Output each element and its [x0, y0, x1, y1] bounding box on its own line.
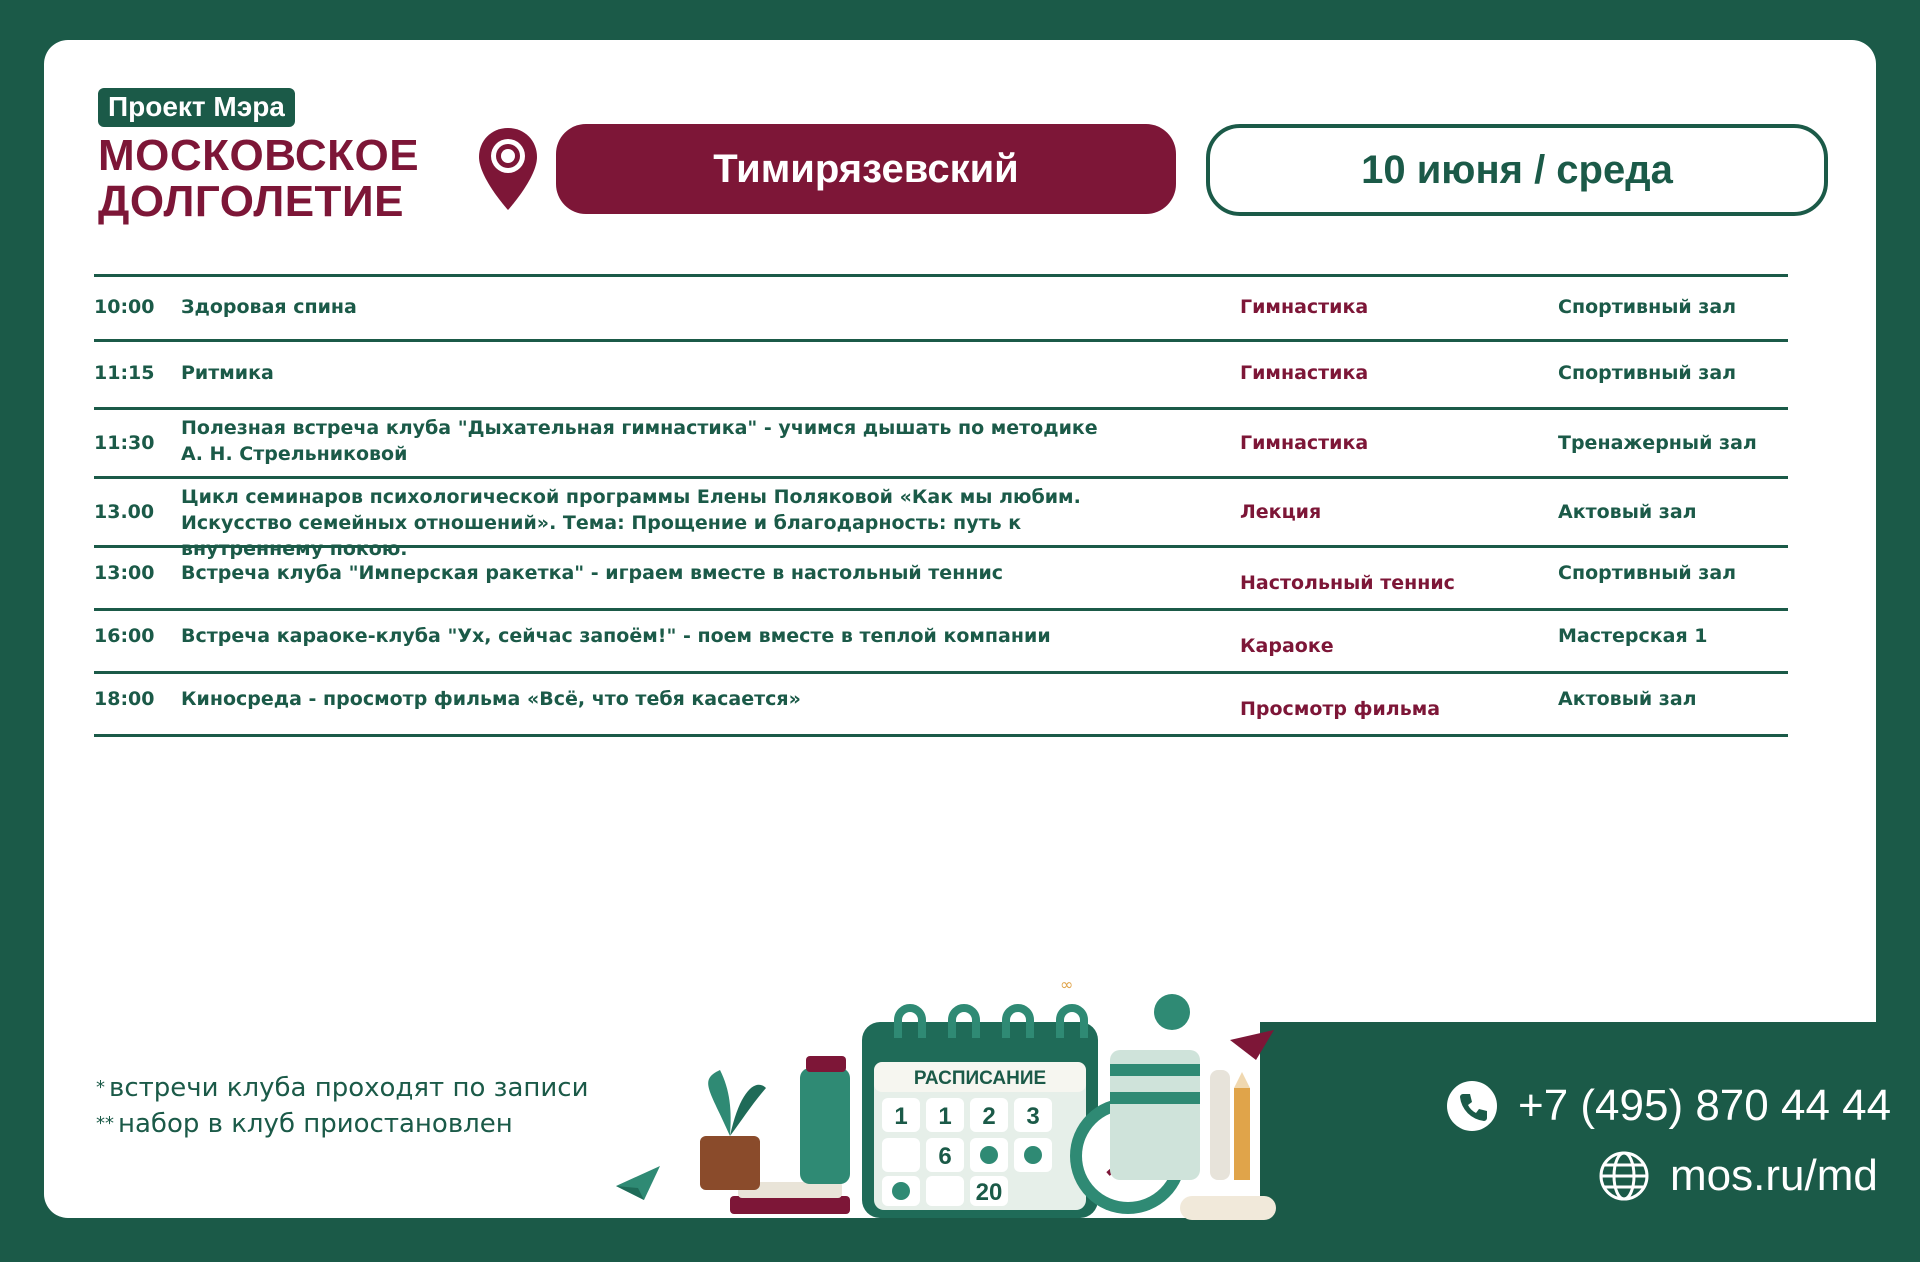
row-title: Киносреда - просмотр фильма «Всё, что тебя касается»: [181, 688, 801, 710]
row-time: 18:00: [94, 688, 155, 710]
logo: [98, 88, 419, 225]
phone-number[interactable]: +7 (495) 870 44 44: [1518, 1081, 1892, 1130]
row-category: Настольный теннис: [1240, 572, 1455, 594]
calendar-number: 2: [982, 1103, 996, 1130]
phone-icon: [1446, 1080, 1498, 1132]
row-title: Встреча клуба "Имперская ракетка" - играем вместе в настольный теннис: [181, 562, 1004, 584]
schedule-illustration: [580, 960, 1300, 1230]
row-room: Актовый зал: [1558, 501, 1697, 523]
row-category: Караоке: [1240, 635, 1334, 657]
row-title: Встреча караоке-клуба "Ух, сейчас запоём!" - поем вместе в теплой компании: [181, 625, 1051, 647]
row-room: Тренажерный зал: [1558, 432, 1757, 454]
row-room: Спортивный зал: [1558, 296, 1737, 318]
row-room: Актовый зал: [1558, 688, 1697, 710]
location-pin-icon: [476, 126, 540, 212]
table-row: [94, 611, 1788, 674]
row-time: 13:00: [94, 562, 155, 584]
logo-line-1: МОСКОВСКОЕ: [98, 131, 420, 180]
table-row: [94, 342, 1788, 410]
table-row: [94, 548, 1788, 611]
row-time: 11:30: [94, 432, 155, 454]
row-title: Ритмика: [181, 362, 274, 384]
footnote-text-1: встречи клуба проходят по записи: [109, 1073, 589, 1103]
globe-icon: [1598, 1150, 1650, 1202]
district-badge: Тимирязевский: [556, 124, 1176, 214]
website-link[interactable]: mos.ru/md: [1670, 1151, 1878, 1200]
footnote-mark-1: *: [96, 1077, 105, 1098]
table-row: [94, 674, 1788, 737]
row-title: Полезная встреча клуба "Дыхательная гимнастика" - учимся дышать по методике А. Н. Стрельниковой: [181, 417, 1098, 465]
row-category: Просмотр фильма: [1240, 698, 1441, 720]
website-line: [1446, 1146, 1891, 1206]
footnote-mark-2: **: [96, 1113, 114, 1134]
contacts: [1446, 1076, 1891, 1216]
row-category: Гимнастика: [1240, 432, 1369, 454]
calendar-number: 6: [938, 1143, 952, 1170]
table-row: [94, 479, 1788, 560]
date-badge: 10 июня / среда: [1206, 124, 1828, 216]
phone-line: [1446, 1076, 1891, 1136]
row-category: Гимнастика: [1240, 362, 1369, 384]
schedule-table: [94, 274, 1788, 737]
row-room: Спортивный зал: [1558, 362, 1737, 384]
calendar-number: 3: [1026, 1103, 1040, 1130]
footnotes: [96, 1070, 588, 1142]
row-time: 10:00: [94, 296, 155, 318]
row-time: 13.00: [94, 501, 155, 523]
footnote-1: [96, 1070, 588, 1106]
footnote-2: [96, 1106, 588, 1142]
table-row: [94, 277, 1788, 342]
row-title: Здоровая спина: [181, 296, 357, 318]
row-category: Лекция: [1240, 501, 1322, 523]
calendar-number: 1: [894, 1103, 908, 1130]
calendar-title: РАСПИСАНИЕ: [913, 1068, 1047, 1089]
row-room: Мастерская 1: [1558, 625, 1708, 647]
table-row: [94, 410, 1788, 479]
row-title: Цикл семинаров психологической программы Елены Поляковой «Как мы любим. Искусство семейных отношений». Тема: Прощение и благодарность: путь к внутреннему покою.: [181, 486, 1081, 560]
logo-line-2: ДОЛГОЛЕТИЕ: [98, 177, 404, 226]
row-time: 16:00: [94, 625, 155, 647]
row-category: Гимнастика: [1240, 296, 1369, 318]
footnote-text-2: набор в клуб приостановлен: [118, 1109, 513, 1139]
calendar-number: 1: [938, 1103, 952, 1130]
project-tag: Проект Мэра: [98, 88, 295, 127]
calendar-number: 20: [975, 1179, 1003, 1206]
row-time: 11:15: [94, 362, 155, 384]
row-room: Спортивный зал: [1558, 562, 1737, 584]
svg-text:∞: ∞: [1060, 975, 1074, 994]
